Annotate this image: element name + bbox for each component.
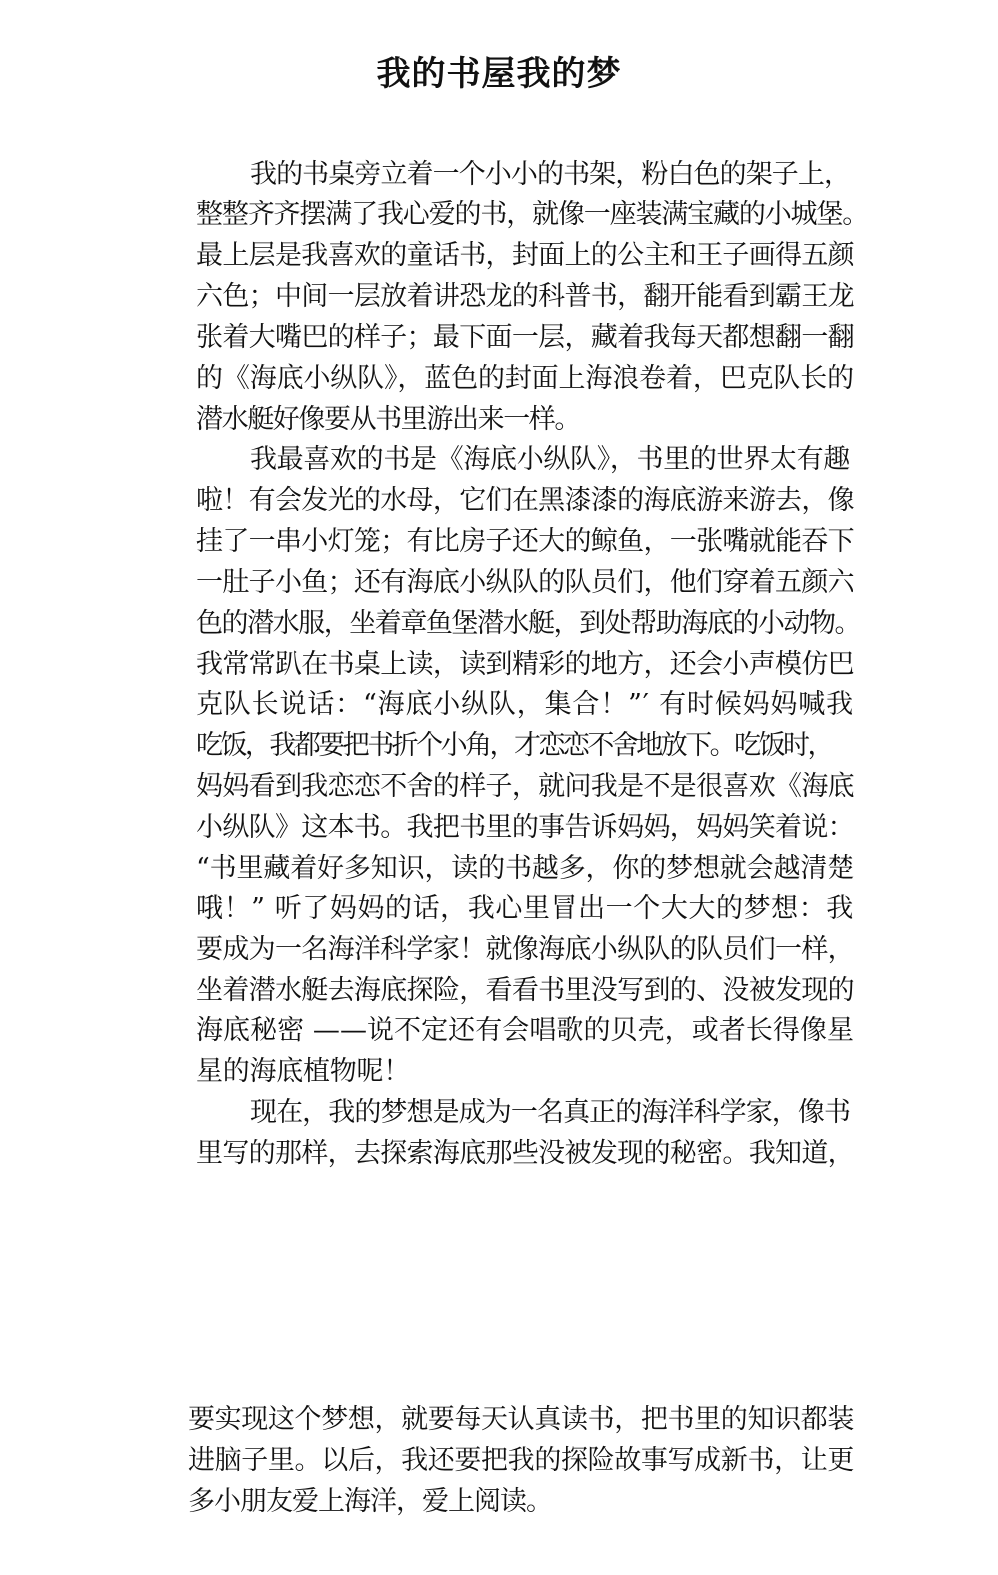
text-line: 克队长说话：“海底小纵队，集合！”′ 有时候妈妈喊我 (196, 689, 854, 720)
text-line: 星的海底植物呢！ (196, 1056, 410, 1087)
text-line: 挂了一串小灯笼；有比房子还大的鲸鱼，一张嘴就能吞下 (196, 526, 854, 557)
text-line: 潜水艇好像要从书里游出来一样。 (196, 404, 580, 435)
text-line: 整整齐齐摆满了我心爱的书，就像一座装满宝藏的小城堡。 (196, 199, 869, 230)
text-line: 我的书桌旁立着一个小小的书架，粉白色的架子上， (250, 159, 851, 190)
text-line: 海底秘密 ——说不定还有会唱歌的贝壳，或者长得像星 (196, 1015, 855, 1046)
text-line: 张着大嘴巴的样子；最下面一层，藏着我每天都想翻一翻 (196, 322, 854, 353)
text-line: 吃饭，我都要把书折个小角，才恋恋不舍地放下。吃饭时， (196, 730, 832, 761)
text-line: 现在，我的梦想是成为一名真正的海洋科学家，像书 (250, 1097, 851, 1128)
text-line: 妈妈看到我恋恋不舍的样子，就问我是不是很喜欢《海底 (196, 771, 854, 802)
document-title: 我的书屋我的梦 (376, 54, 622, 94)
text-line: 我常常趴在书桌上读，读到精彩的地方，还会小声模仿巴 (196, 649, 854, 680)
text-line: 要实现这个梦想，就要每天认真读书，把书里的知识都装 (188, 1404, 854, 1435)
text-line: 最上层是我喜欢的童话书，封面上的公主和王子画得五颜 (196, 240, 854, 271)
text-line: 的《海底小纵队》，蓝色的封面上海浪卷着，巴克队长的 (196, 363, 854, 394)
text-line: 我最喜欢的书是《海底小纵队》，书里的世界太有趣 (250, 444, 850, 475)
text-line: 色的潜水服，坐着章鱼堡潜水艇，到处帮助海底的小动物。 (196, 608, 861, 639)
text-line: 哦！” 听了妈妈的话，我心里冒出一个大大的梦想：我 (196, 893, 854, 924)
text-line: 进脑子里。以后，我还要把我的探险故事写成新书，让更 (188, 1445, 854, 1476)
text-line: 六色；中间一层放着讲恐龙的科普书，翻开能看到霸王龙 (196, 281, 854, 312)
text-line: 要成为一名海洋科学家！就像海底小纵队的队员们一样， (196, 934, 854, 965)
text-line: 多小朋友爱上海洋，爱上阅读。 (188, 1486, 552, 1517)
text-line: 一肚子小鱼；还有海底小纵队的队员们，他们穿着五颜六 (196, 567, 854, 598)
text-line: 里写的那样，去探索海底那些没被发现的秘密。我知道， (196, 1138, 854, 1169)
text-line: 啦！有会发光的水母，它们在黑漆漆的海底游来游去，像 (196, 485, 854, 516)
text-line: “书里藏着好多知识，读的书越多，你的梦想就会越清楚 (196, 853, 855, 884)
text-line: 坐着潜水艇去海底探险，看看书里没写到的、没被发现的 (196, 975, 854, 1006)
text-line: 小纵队》这本书。我把书里的事告诉妈妈，妈妈笑着说： (196, 812, 854, 843)
